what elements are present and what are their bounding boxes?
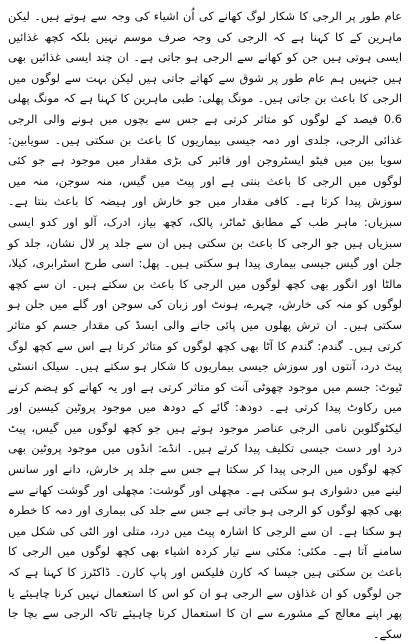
article-paragraph: عام طور پر الرجی کا شکار لوگ کھانے کی اُن اشیاء کی وجہ سے ہوتے ہیں۔ لیکن ماہرین کے کا کہنا ہے کہ الرجی کی وجہ صرف موسم نہیں بلکہ کچھ غذائیں ایسی ہوتی ہیں جن کو کھانے سے الرجی ہو جاتی ہے۔ ان چند ایسی غذائیں بھی ہیں جنہیں ہم عام طور پر شوق سے کھاتے جاتی ہیں لیکن بہت سے لوگوں میں الرجی کا باعث بن جاتی ہیں۔ مونگ پھلی: طبی ماہرین کا کہنا ہے کہ مونگ پھلی 0.6 فیصد کے لوگوں کو متاثر کرتی ہے جس سے بچوں میں ہونے والی الرجی غذائی الرجی، جلدی اور دمہ جیسی بیماریوں کا باعث بن سکتی ہیں۔ سویابین: سویا بین میں فیٹو ایسٹروجن اور فائبر کی بڑی مقدار میں موجود ہے جو کئی لوگوں میں الرجی کا باعث بنتی ہے اور پیٹ میں گیس، منہ سوجن، منہ میں سوزش پیدا کرتا ہے۔ کافی مقدار میں جو خارش اور ہیضہ کا باعث بنتا ہے۔ سبزیاں: ماہر طب کے مطابق ٹماٹر، پالک، کچھ بیاز، ادرک، آلو اور کدو ایسی سبزیاں ہیں جو الرجی کا باعث بن سکتی ہیں ان سے جلد پر لال نشان، جلد کو جلن اور گیس جیسی بیماری پیدا ہو سکتی ہیں۔ پھل: اسی طرح اسٹرابری، کیلا، مالٹا اور انگور بھی کچھ لوگوں میں الرجی کا باعث بن سکتے ہیں۔ ان سے کچھ لوگوں کو منہ کی خارش، چہرے، ہونٹ اور زبان کی سوجن اور گلے میں جلن ہو سکتی ہیں۔ ان ترش پھلوں میں پائی جانے والی ایسڈ کی مقدار جسم کو متاثر کرتی ہیں۔ گندم: گندم کا آٹا بھی کچھ لوگوں کو متاثر کرتا ہے اس سے کچھ لوگ پیٹ درد، آنتوں اور سوزش جیسی بیماریوں کا شکار ہو سکتے ہیں۔ سیلک انسٹی ٹیوٹ: جسم میں موجود چھوٹی آنت کو متاثر کرتی ہے اور یہ کھانے کو ہضم کرنے میں رکاوٹ پیدا کرتی ہے۔ دودھ: گائے کے دودھ میں موجود پروٹین کیسین اور لیکٹوگلوبن نامی الرجی عناصر موجود ہوتے ہیں جو کچھ لوگوں میں گیس، پیٹ درد اور دست جیسی تکلیف پیدا کرتے ہیں۔ انڈے: انڈوں میں موجود پروٹین بھی کچھ لوگوں میں الرجی پیدا کر سکتا ہے جس سے جلد پر خارش، دانے اور سانس لینے میں دشواری ہو سکتی ہے۔ مچھلی اور گوشت: مچھلی اور گوشت کھانے سے بھی کچھ لوگوں کو الرجی ہو جاتی ہے جس سے جلد کی بیماری اور دمہ کا خطرہ ہو سکتا ہے۔ ان سے الرجی کا اشارہ پیٹ میں درد، متلی اور الٹی کی شکل میں سامنے آتا ہے۔ مکئی: مکئی سے تیار کردہ اشیاء بھی کچھ لوگوں میں الرجی کا باعث بن سکتی ہیں جیسا کہ کارن فلیکس اور پاپ کارن۔ ڈاکٹرز کا کہنا ہے کہ جن لوگوں کو ان غذاؤں سے الرجی ہو ان کو اس کا استعمال نہیں کرنا چاہیئے یا پھر اپنے معالج کے مشورے سے ان کا استعمال کرنا چاہیئے تاکہ الرجی سے بچا جا سکے۔	[8, 9, 402, 641]
